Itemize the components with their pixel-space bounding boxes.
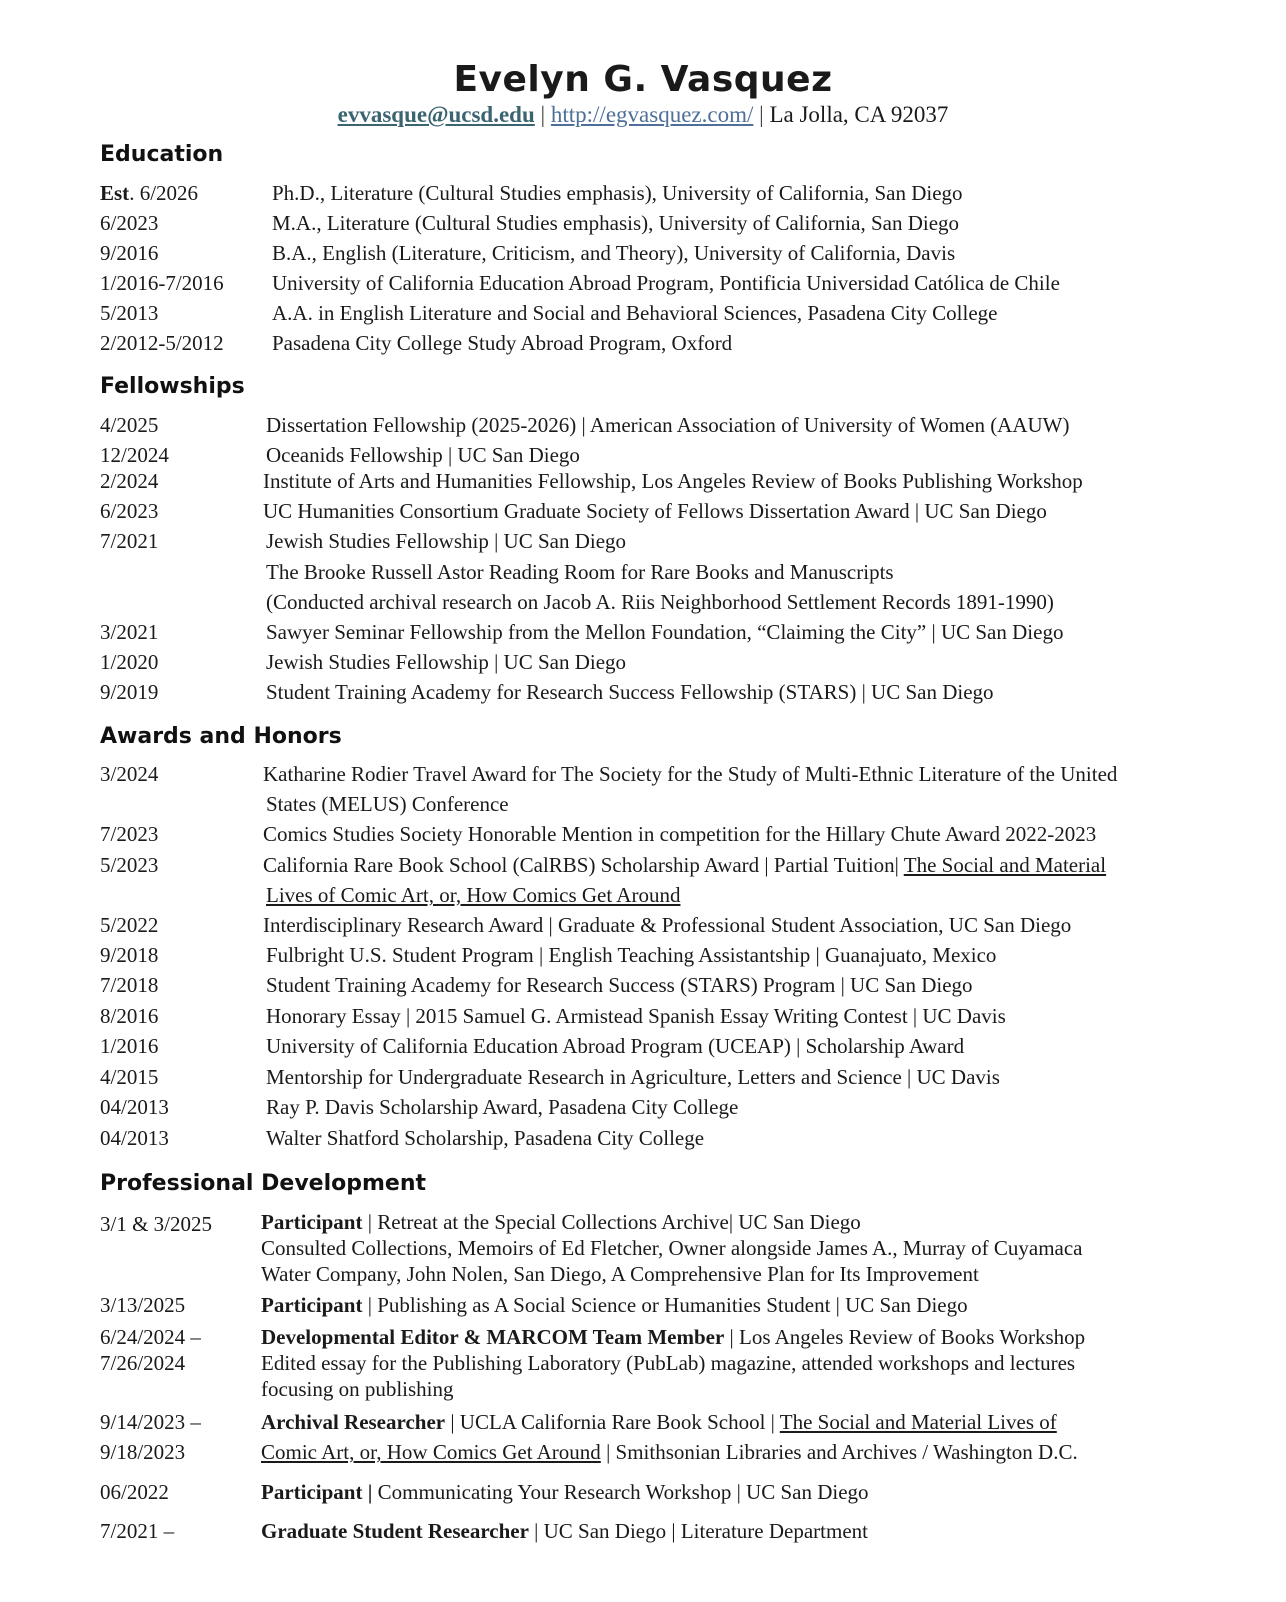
item-date: 6/2023 <box>100 499 159 523</box>
section-heading-awards: Awards and Honors <box>100 724 342 749</box>
item-description: Ray P. Davis Scholarship Award, Pasadena City College <box>266 1095 739 1119</box>
item-date: 9/14/2023 – 9/18/2023 <box>100 1410 201 1464</box>
item-description: Mentorship for Undergraduate Research in Agriculture, Letters and Science | UC Davis <box>266 1065 1000 1089</box>
item-date: Est. 6/2026 <box>100 181 199 205</box>
item-description: Archival Researcher | UCLA California Rare Book School | The Social and Material Lives of Comic Art, or, How Comics Get Around | Smithsonian Libraries and Archives / Washington D.C. <box>261 1410 1078 1464</box>
item-date: 5/2013 <box>100 301 159 325</box>
item-description: Honorary Essay | 2015 Samuel G. Armistead Spanish Essay Writing Contest | UC Davis <box>266 1004 1006 1028</box>
item-date: 5/2023 <box>100 853 159 877</box>
item-description: University of California Education Abroad Program, Pontificia Universidad Católica de Chile <box>272 271 1060 295</box>
item-date: 3/13/2025 <box>100 1293 186 1317</box>
item-description: Participant | Retreat at the Special Collections Archive| UC San Diego Consulted Collections, Memoirs of Ed Fletcher, Owner alongside James A., Murray of Cuyamaca Water Company, John Nolen, San Diego, A Comprehensive Plan for Its Improvement <box>261 1210 1083 1286</box>
person-name: Evelyn G. Vasquez <box>453 59 833 100</box>
item-date: 04/2013 <box>100 1126 169 1150</box>
separator: | <box>753 102 770 127</box>
item-date: 2/2024 <box>100 469 159 493</box>
item-description: (Conducted archival research on Jacob A. Riis Neighborhood Settlement Records 1891-1990) <box>266 590 1054 614</box>
item-description: California Rare Book School (CalRBS) Scholarship Award | Partial Tuition| The Social and Material Lives of Comic Art, or, How Comics Get Around <box>263 853 1107 907</box>
item-description: Fulbright U.S. Student Program | English Teaching Assistantship | Guanajuato, Mexico <box>266 943 997 967</box>
item-date: 1/2016 <box>100 1034 159 1058</box>
item-date: 06/2022 <box>100 1480 169 1504</box>
item-date: 3/2024 <box>100 762 159 786</box>
item-date: 9/2019 <box>100 680 159 704</box>
item-description: Dissertation Fellowship (2025-2026) | American Association of University of Women (AAUW) <box>266 413 1070 437</box>
publication-link[interactable]: The Social and Material Lives of <box>779 1410 1057 1434</box>
item-date: 1/2016-7/2016 <box>100 271 224 295</box>
item-date: 7/2021 – <box>100 1519 175 1543</box>
item-date: 9/2018 <box>100 943 159 967</box>
item-description: Student Training Academy for Research Success (STARS) Program | UC San Diego <box>266 973 973 997</box>
item-date: 4/2025 <box>100 413 159 437</box>
item-date: 1/2020 <box>100 650 159 674</box>
publication-link[interactable]: Comic Art, or, How Comics Get Around <box>261 1440 601 1464</box>
item-description: Interdisciplinary Research Award | Graduate & Professional Student Association, UC San Diego <box>263 913 1072 937</box>
item-date: 6/2023 <box>100 211 159 235</box>
item-date: 3/2021 <box>100 620 159 644</box>
item-description: A.A. in English Literature and Social and Behavioral Sciences, Pasadena City College <box>272 301 998 325</box>
item-description: M.A., Literature (Cultural Studies emphasis), University of California, San Diego <box>272 211 960 235</box>
item-description: Jewish Studies Fellowship | UC San Diego <box>266 650 627 674</box>
item-date: 7/2018 <box>100 973 159 997</box>
item-description: Graduate Student Researcher | UC San Diego | Literature Department <box>261 1519 868 1543</box>
item-description: UC Humanities Consortium Graduate Society of Fellows Dissertation Award | UC San Diego <box>263 499 1047 523</box>
item-date: 7/2021 <box>100 529 159 553</box>
item-date: 7/2023 <box>100 822 159 846</box>
item-description: Participant | Communicating Your Research Workshop | UC San Diego <box>261 1480 869 1504</box>
location: La Jolla, CA 92037 <box>769 102 949 127</box>
publication-link[interactable]: The Social and Material <box>903 853 1107 877</box>
item-date: 9/2016 <box>100 241 159 265</box>
website-link[interactable]: http://egvasquez.com/ <box>550 102 754 127</box>
item-description: B.A., English (Literature, Criticism, and Theory), University of California, Davis <box>272 241 956 265</box>
item-date: 4/2015 <box>100 1065 159 1089</box>
item-description: Sawyer Seminar Fellowship from the Mellon Foundation, “Claiming the City” | UC San Diego <box>266 620 1064 644</box>
section-heading-fellowships: Fellowships <box>100 374 245 399</box>
item-date: 5/2022 <box>100 913 159 937</box>
item-description: Participant | Publishing as A Social Science or Humanities Student | UC San Diego <box>261 1293 968 1317</box>
contact-line <box>0 100 1286 130</box>
item-description: University of California Education Abroad Program (UCEAP) | Scholarship Award <box>266 1034 965 1058</box>
item-date: 8/2016 <box>100 1004 159 1028</box>
item-date: 12/2024 <box>100 443 169 467</box>
item-description: Pasadena City College Study Abroad Program, Oxford <box>272 331 733 355</box>
email-link[interactable]: evvasque@ucsd.edu <box>337 102 535 127</box>
item-date: 04/2013 <box>100 1095 169 1119</box>
item-date: 2/2012-5/2012 <box>100 331 224 355</box>
item-description: Katharine Rodier Travel Award for The Society for the Study of Multi-Ethnic Literature of the United States (MELUS) Conference <box>263 762 1118 816</box>
item-date: 6/24/2024 – 7/26/2024 <box>100 1325 201 1375</box>
item-description: Student Training Academy for Research Success Fellowship (STARS) | UC San Diego <box>266 680 994 704</box>
section-heading-professional-development: Professional Development <box>100 1171 427 1196</box>
section-heading-education: Education <box>100 142 224 167</box>
item-description: Oceanids Fellowship | UC San Diego <box>266 443 580 467</box>
item-description: Developmental Editor & MARCOM Team Member | Los Angeles Review of Books Workshop Edited essay for the Publishing Laboratory (PubLab) magazine, attended workshops and lectures focusing on publishing <box>261 1325 1086 1401</box>
item-description: Institute of Arts and Humanities Fellowship, Los Angeles Review of Books Publishing Workshop <box>263 469 1083 493</box>
item-date: 3/1 & 3/2025 <box>100 1212 213 1236</box>
item-description: Walter Shatford Scholarship, Pasadena City College <box>266 1126 705 1150</box>
item-description: Comics Studies Society Honorable Mention in competition for the Hillary Chute Award 2022-2023 <box>263 822 1097 846</box>
publication-link[interactable]: Lives of Comic Art, or, How Comics Get Around <box>266 883 681 907</box>
item-description: Ph.D., Literature (Cultural Studies emphasis), University of California, San Diego <box>272 181 963 205</box>
item-description: Jewish Studies Fellowship | UC San Diego <box>266 529 627 553</box>
separator: | <box>534 102 551 127</box>
item-description: The Brooke Russell Astor Reading Room for Rare Books and Manuscripts <box>266 560 894 584</box>
